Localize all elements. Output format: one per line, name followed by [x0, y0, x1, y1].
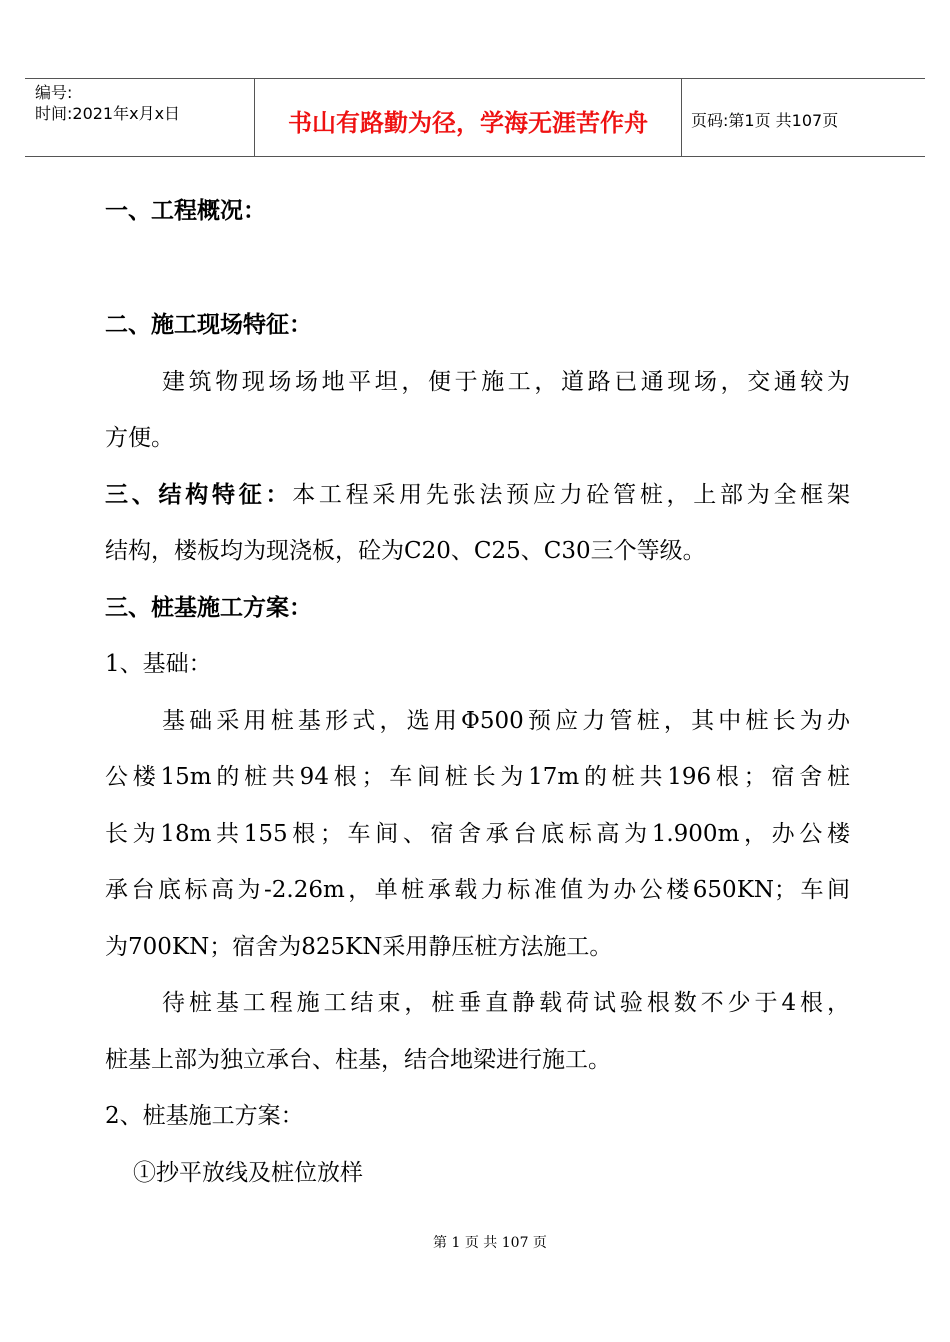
section-2-paragraph-line-2: 方便。 [105, 425, 174, 451]
pile-test-paragraph-line-1: 待桩基工程施工结束，桩垂直静载荷试验根数不少于4根， [162, 990, 850, 1016]
foundation-paragraph-line-5: 为700KN；宿舍为825KN采用静压桩方法施工。 [105, 934, 613, 960]
section-3-line-1-text: 本工程采用先张法预应力砼管桩，上部为全框架 [292, 482, 851, 508]
section-4-title: 三、桩基施工方案： [105, 595, 312, 621]
section-2-paragraph-line-1: 建筑物现场场地平坦，便于施工，道路已通现场，交通较为 [162, 369, 850, 395]
header-meta-cell [25, 79, 254, 156]
pile-plan-item-1: ①抄平放线及桩位放样 [133, 1160, 363, 1186]
page-footer: 第 1 页 共 107 页 [433, 1235, 547, 1251]
foundation-paragraph-line-1: 基础采用桩基形式，选用Φ500预应力管桩，其中桩长为办 [162, 708, 850, 734]
header-motto: 书山有路勤为径，学海无涯苦作舟 [288, 109, 648, 137]
subsection-foundation-title: 1、基础： [105, 651, 212, 677]
section-3-line-2: 结构，楼板均为现浇板，砼为C20、C25、C30三个等级。 [105, 538, 706, 564]
section-1-title: 一、工程概况： [105, 198, 266, 224]
foundation-paragraph-line-3: 长为18m共155根；车间、宿舍承台底标高为1.900m，办公楼 [105, 821, 850, 847]
foundation-paragraph-line-2: 公楼15m的桩共94根；车间桩长为17m的桩共196根；宿舍桩 [105, 764, 850, 790]
document-number-label: 编号: [35, 83, 73, 102]
foundation-paragraph-line-4: 承台底标高为-2.26m，单桩承载力标准值为办公楼650KN；车间 [105, 877, 850, 903]
subsection-pile-plan-title: 2、桩基施工方案： [105, 1103, 304, 1129]
section-3-line-1 [105, 480, 850, 510]
document-time-label: 时间:2021年x月x日 [35, 104, 181, 123]
section-2-title: 二、施工现场特征： [105, 312, 312, 338]
header-page-cell [681, 79, 925, 156]
header-motto-cell [254, 79, 682, 156]
header-page-info: 页码:第1页 共107页 [691, 111, 839, 130]
section-3-title: 三、结构特征： [105, 482, 293, 508]
pile-test-paragraph-line-2: 桩基上部为独立承台、柱基，结合地梁进行施工。 [105, 1047, 611, 1073]
document-header [25, 78, 925, 157]
